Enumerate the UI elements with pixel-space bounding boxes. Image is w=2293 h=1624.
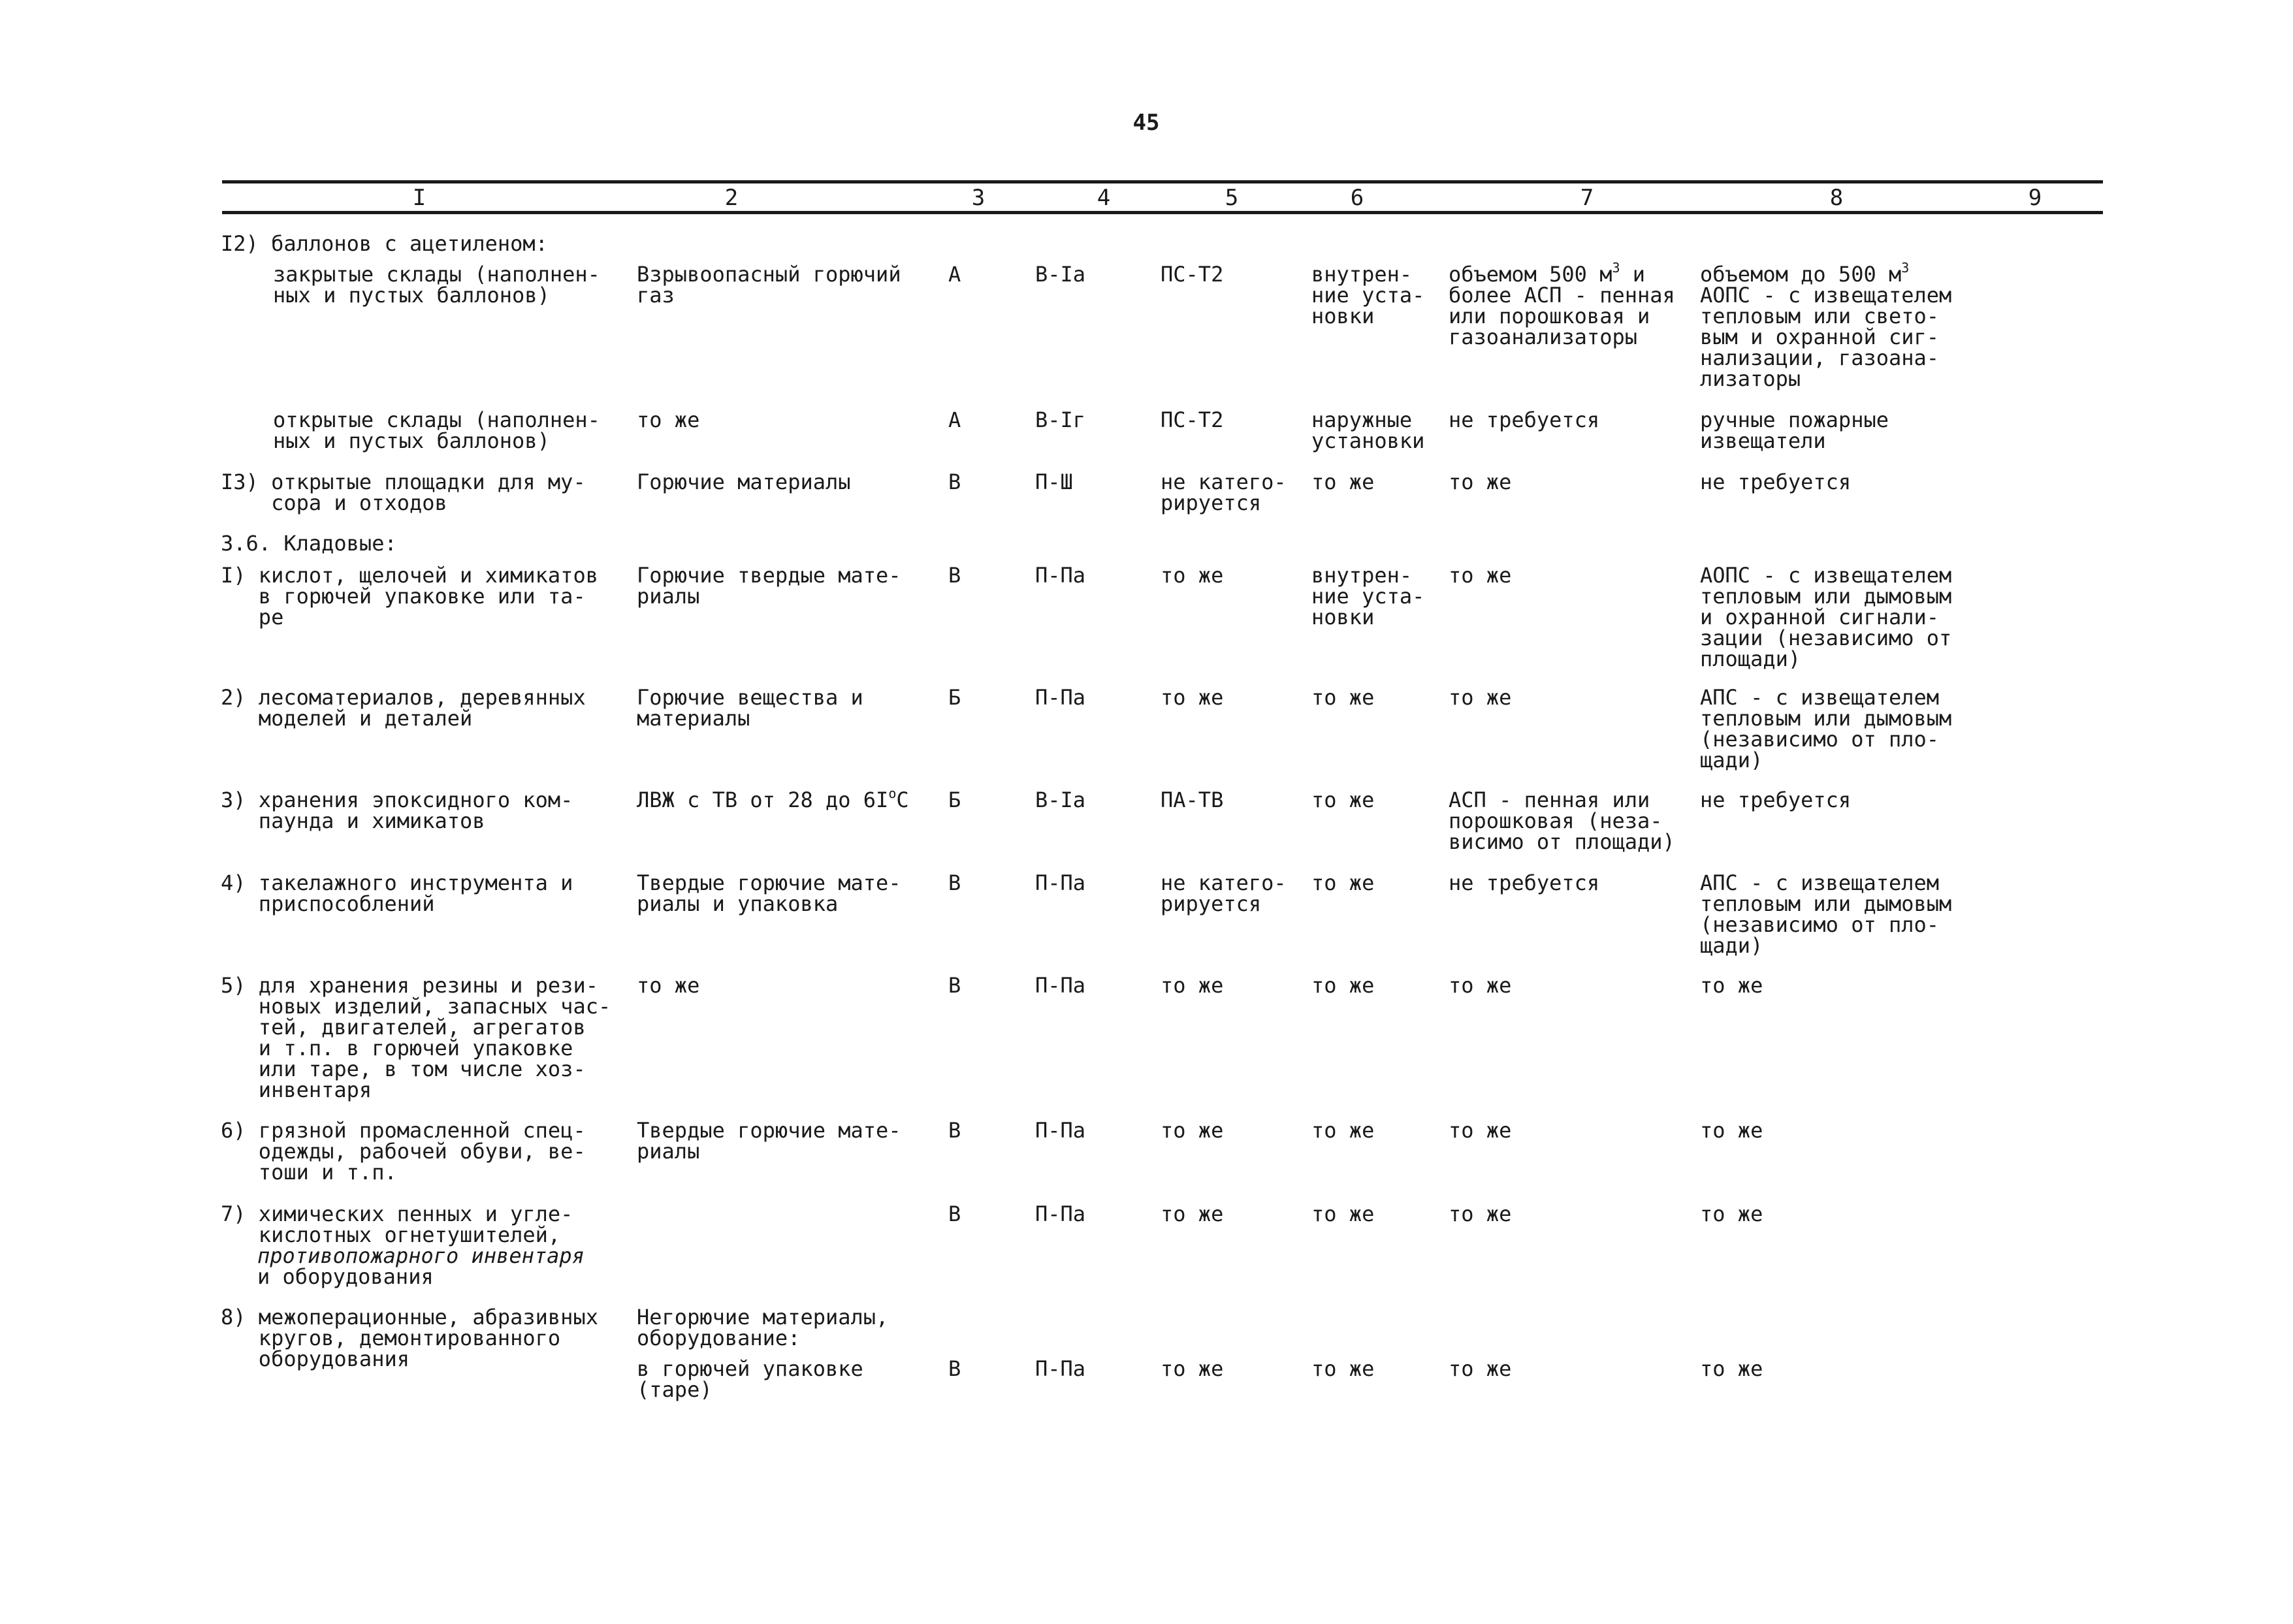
row-12a-col7: объемом 500 $м^3$ и bbox=[1449, 260, 1646, 287]
row-k7-installation: то же bbox=[1311, 1202, 1375, 1226]
row-k4-code: не катего- рируется bbox=[1161, 870, 1287, 916]
row-k1-col8: АОПС - с извещателем тепловым или дымовым и охранной сигнали- зации (независимо от площади) bbox=[1700, 563, 1952, 671]
row-13-zone-class: П-Ш bbox=[1035, 470, 1073, 494]
row-k4-material: Твердые горючие мате- риалы и упаковка bbox=[637, 870, 901, 916]
row-12a-installation: внутрен- ние уста- новки bbox=[1311, 262, 1425, 328]
row-k4-name: 4) такелажного инструмента и приспособлений bbox=[221, 870, 573, 916]
row-13-category: В bbox=[948, 470, 961, 494]
row-k7-code: то же bbox=[1161, 1202, 1224, 1226]
row-k3-category: Б bbox=[948, 788, 961, 812]
row-k8-installation: то же bbox=[1311, 1356, 1375, 1381]
row-k8-zone-class: П-Па bbox=[1035, 1356, 1086, 1381]
row-12b-material: то же bbox=[637, 407, 700, 432]
row-12b-installation: наружные установки bbox=[1311, 407, 1425, 453]
row-k8-category: В bbox=[948, 1356, 961, 1381]
row-k2-installation: то же bbox=[1311, 685, 1375, 710]
row-k1-category: В bbox=[948, 563, 961, 588]
column-header-2: 2 bbox=[724, 185, 739, 211]
row-k3-name: 3) хранения эпоксидного ком- паунда и химикатов bbox=[221, 788, 573, 833]
row-12b-category: А bbox=[948, 407, 961, 432]
row-12a-category: А bbox=[948, 262, 961, 287]
row-k8-material-sub: в горючей упаковке (таре) bbox=[637, 1356, 863, 1402]
row-k1-name: I) кислот, щелочей и химикатов в горючей упаковке или та- ре bbox=[221, 563, 598, 629]
row-k8-name: 8) межоперационные, абразивных кругов, демонтированного оборудования bbox=[221, 1305, 598, 1371]
row-13-name: I3) открытые площадки для му- сора и отходов bbox=[221, 470, 586, 515]
column-header-9: 9 bbox=[2028, 185, 2042, 211]
column-header-7: 7 bbox=[1580, 185, 1594, 211]
row-k3-material: ЛВЖ с ТВ от 28 до $6I^оС$ bbox=[637, 786, 909, 812]
row-k4-category: В bbox=[948, 870, 961, 895]
column-header-5: 5 bbox=[1225, 185, 1239, 211]
row-k1-zone-class: П-Па bbox=[1035, 563, 1086, 588]
row-k6-category: В bbox=[948, 1118, 961, 1143]
column-header-4: 4 bbox=[1097, 185, 1111, 211]
row-13-installation: то же bbox=[1311, 470, 1375, 494]
row-12a-col8-rest: АОПС - с извещателем тепловым или свето- вым и охранной сиг- нализации, газоана- лизаторы bbox=[1700, 283, 1952, 391]
row-k4-col7: не требуется bbox=[1449, 870, 1600, 895]
row-k5-col7: то же bbox=[1449, 973, 1512, 998]
row-k4-installation: то же bbox=[1311, 870, 1375, 895]
row-k7-zone-class: П-Па bbox=[1035, 1202, 1086, 1226]
row-13-code: не катего- рируется bbox=[1161, 470, 1287, 515]
row-12a-zone-class: В-Iа bbox=[1035, 262, 1086, 287]
row-k4-col8: АПС - с извещателем тепловым или дымовым (независимо от пло- щади) bbox=[1700, 870, 1952, 958]
row-k6-name: 6) грязной промасленной спец- одежды, рабочей обуви, ве- тоши и т.п. bbox=[221, 1118, 586, 1185]
row-12b-col7: не требуется bbox=[1449, 407, 1600, 432]
row-12b-name: открытые склады (наполнен- ных и пустых баллонов) bbox=[273, 407, 600, 453]
row-k3-col8: не требуется bbox=[1700, 788, 1852, 812]
row-k3-code: ПА-ТВ bbox=[1161, 788, 1224, 812]
row-12a-code: ПС-Т2 bbox=[1161, 262, 1224, 287]
row-k6-code: то же bbox=[1161, 1118, 1224, 1143]
section-heading: 3.6. Кладовые: bbox=[221, 531, 397, 556]
row-k8-material-head: Негорючие материалы, оборудование: bbox=[637, 1305, 889, 1350]
row-k5-zone-class: П-Па bbox=[1035, 973, 1086, 998]
row-12a-material: Взрывоопасный горючий газ bbox=[637, 262, 901, 308]
row-13-col8: не требуется bbox=[1700, 470, 1852, 494]
row-k5-code: то же bbox=[1161, 973, 1224, 998]
row-12-title: I2) баллонов с ацетиленом: bbox=[221, 231, 548, 256]
row-12b-zone-class: В-Iг bbox=[1035, 407, 1086, 432]
row-k2-category: Б bbox=[948, 685, 961, 710]
row-12b-code: ПС-Т2 bbox=[1161, 407, 1224, 432]
row-k8-col8: то же bbox=[1700, 1356, 1763, 1381]
row-k6-material: Твердые горючие мате- риалы bbox=[637, 1118, 901, 1164]
row-k5-col8: то же bbox=[1700, 973, 1763, 998]
row-k7-name: 7) химических пенных и угле- кислотных огнетушителей, bbox=[221, 1202, 573, 1247]
row-k5-name: 5) для хранения резины и рези- новых изделий, запасных час- тей, двигателей, агрегатов и т.п. в горючей упаковке или таре, в том числе хоз- инвентаря bbox=[221, 973, 611, 1102]
column-header-1: I bbox=[412, 185, 426, 211]
row-k2-zone-class: П-Па bbox=[1035, 685, 1086, 710]
row-k7-name-italic: противопожарного инвентаря bbox=[257, 1243, 585, 1268]
row-k2-col7: то же bbox=[1449, 685, 1512, 710]
page-number: 45 bbox=[1132, 110, 1160, 136]
table-header-rule bbox=[222, 211, 2103, 214]
row-k6-col7: то же bbox=[1449, 1118, 1512, 1143]
row-k1-col7: то же bbox=[1449, 563, 1512, 588]
row-k7-name-end: и оборудования bbox=[257, 1264, 434, 1289]
column-header-6: 6 bbox=[1350, 185, 1364, 211]
row-k7-col7: то же bbox=[1449, 1202, 1512, 1226]
column-header-8: 8 bbox=[1829, 185, 1844, 211]
row-12b-col8: ручные пожарные извещатели bbox=[1700, 407, 1889, 453]
row-k5-material: то же bbox=[637, 973, 700, 998]
row-k1-installation: внутрен- ние уста- новки bbox=[1311, 563, 1425, 629]
column-header-3: 3 bbox=[971, 185, 986, 211]
row-k8-col7: то же bbox=[1449, 1356, 1512, 1381]
row-k2-col8: АПС - с извещателем тепловым или дымовым (независимо от пло- щади) bbox=[1700, 685, 1952, 772]
row-k5-installation: то же bbox=[1311, 973, 1375, 998]
row-k1-material: Горючие твердые мате- риалы bbox=[637, 563, 901, 609]
table-top-rule bbox=[222, 180, 2103, 183]
row-k8-code: то же bbox=[1161, 1356, 1224, 1381]
row-k3-installation: то же bbox=[1311, 788, 1375, 812]
row-k7-col8: то же bbox=[1700, 1202, 1763, 1226]
row-k2-material: Горючие вещества и материалы bbox=[637, 685, 863, 731]
row-k6-installation: то же bbox=[1311, 1118, 1375, 1143]
row-13-col7: то же bbox=[1449, 470, 1512, 494]
row-13-material: Горючие материалы bbox=[637, 470, 851, 494]
row-k2-name: 2) лесоматериалов, деревянных моделей и деталей bbox=[221, 685, 586, 731]
row-k3-col7: АСП - пенная или порошковая (неза- висимо от площади) bbox=[1449, 788, 1675, 854]
row-k2-code: то же bbox=[1161, 685, 1224, 710]
row-12a-name: закрытые склады (наполнен- ных и пустых баллонов) bbox=[273, 262, 600, 308]
row-k5-category: В bbox=[948, 973, 961, 998]
row-k1-code: то же bbox=[1161, 563, 1224, 588]
row-12a-col8: объемом до 500 $м^3$ bbox=[1700, 260, 1910, 287]
row-k6-col8: то же bbox=[1700, 1118, 1763, 1143]
row-k4-zone-class: П-Па bbox=[1035, 870, 1086, 895]
row-k6-zone-class: П-Па bbox=[1035, 1118, 1086, 1143]
row-k3-zone-class: В-Iа bbox=[1035, 788, 1086, 812]
row-12a-col7-rest: более АСП - пенная или порошковая и газоанализаторы bbox=[1449, 283, 1675, 349]
row-k7-category: В bbox=[948, 1202, 961, 1226]
